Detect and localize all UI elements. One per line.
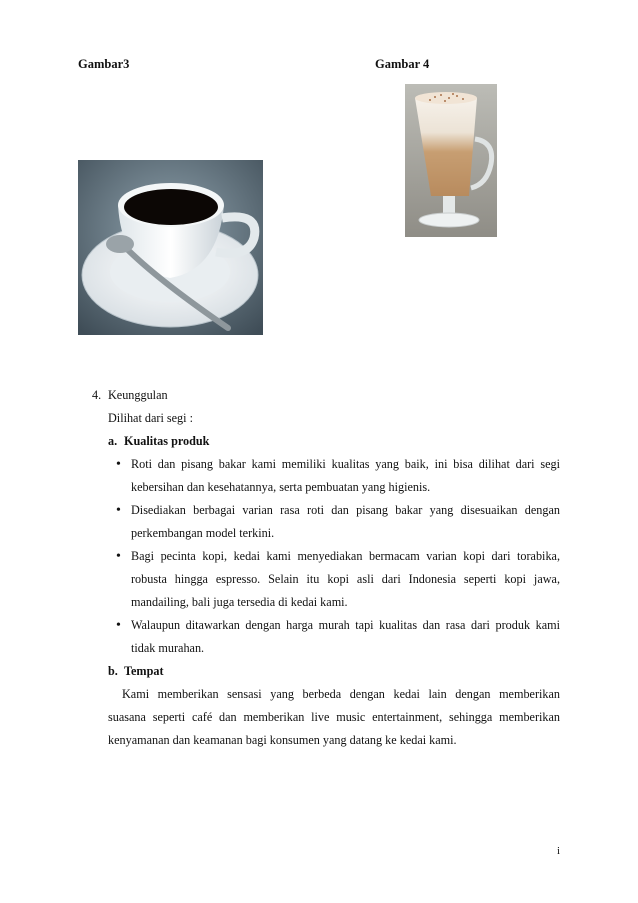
black-coffee-cup-image	[78, 160, 263, 335]
page-number: i	[557, 845, 561, 857]
subsection-b-paragraph-line-1: Kami memberikan sensasi yang berbeda dengan kedai lain dengan memberikan	[122, 687, 560, 701]
subsection-b-title: Tempat	[124, 664, 164, 678]
bullet-3-line-3: mandailing, bali juga tersedia di kedai kami.	[131, 595, 348, 609]
section-intro: Dilihat dari segi :	[108, 411, 193, 425]
bullet-dot: •	[116, 457, 121, 472]
bullet-2-line-2: perkembangan model terkini.	[131, 526, 275, 540]
subsection-b-marker: b.	[108, 664, 118, 678]
subsection-b-paragraph-line-2: suasana seperti café dan memberikan live music entertainment, sehingga memberikan	[108, 710, 560, 724]
bullet-1-line-1: Roti dan pisang bakar kami memiliki kualitas yang baik, ini bisa dilihat dari segi	[131, 457, 560, 471]
bullet-3-line-2: robusta hingga espresso. Selain itu kopi asli dari Indonesia seperti kopi jawa,	[131, 572, 560, 586]
figure-label-gambar4: Gambar 4	[375, 57, 430, 71]
bullet-dot: •	[116, 503, 121, 518]
bullet-4-line-2: tidak murahan.	[131, 641, 205, 655]
section-title: Keunggulan	[108, 388, 168, 402]
bullet-2-line-1: Disediakan berbagai varian rasa roti dan pisang bakar yang disesuaikan dengan	[131, 503, 560, 517]
latte-glass-image	[405, 84, 497, 237]
bullet-3-line-1: Bagi pecinta kopi, kedai kami menyediakan bermacam varian kopi dari torabika,	[131, 549, 560, 563]
figure-label-gambar3: Gambar3	[78, 57, 130, 71]
subsection-a-marker: a.	[108, 434, 118, 448]
section-number: 4.	[92, 388, 102, 402]
bullet-1-line-2: kebersihan dan kesehatannya, serta pembuatan yang higienis.	[131, 480, 431, 494]
subsection-b-paragraph-line-3: kenyamanan dan keamanan bagi konsumen yang datang ke kedai kami.	[108, 733, 457, 747]
bullet-4-line-1: Walaupun ditawarkan dengan harga murah tapi kualitas dan rasa dari produk kami	[131, 618, 560, 632]
bullet-dot: •	[116, 618, 121, 633]
bullet-dot: •	[116, 549, 121, 564]
subsection-a-title: Kualitas produk	[124, 434, 210, 448]
